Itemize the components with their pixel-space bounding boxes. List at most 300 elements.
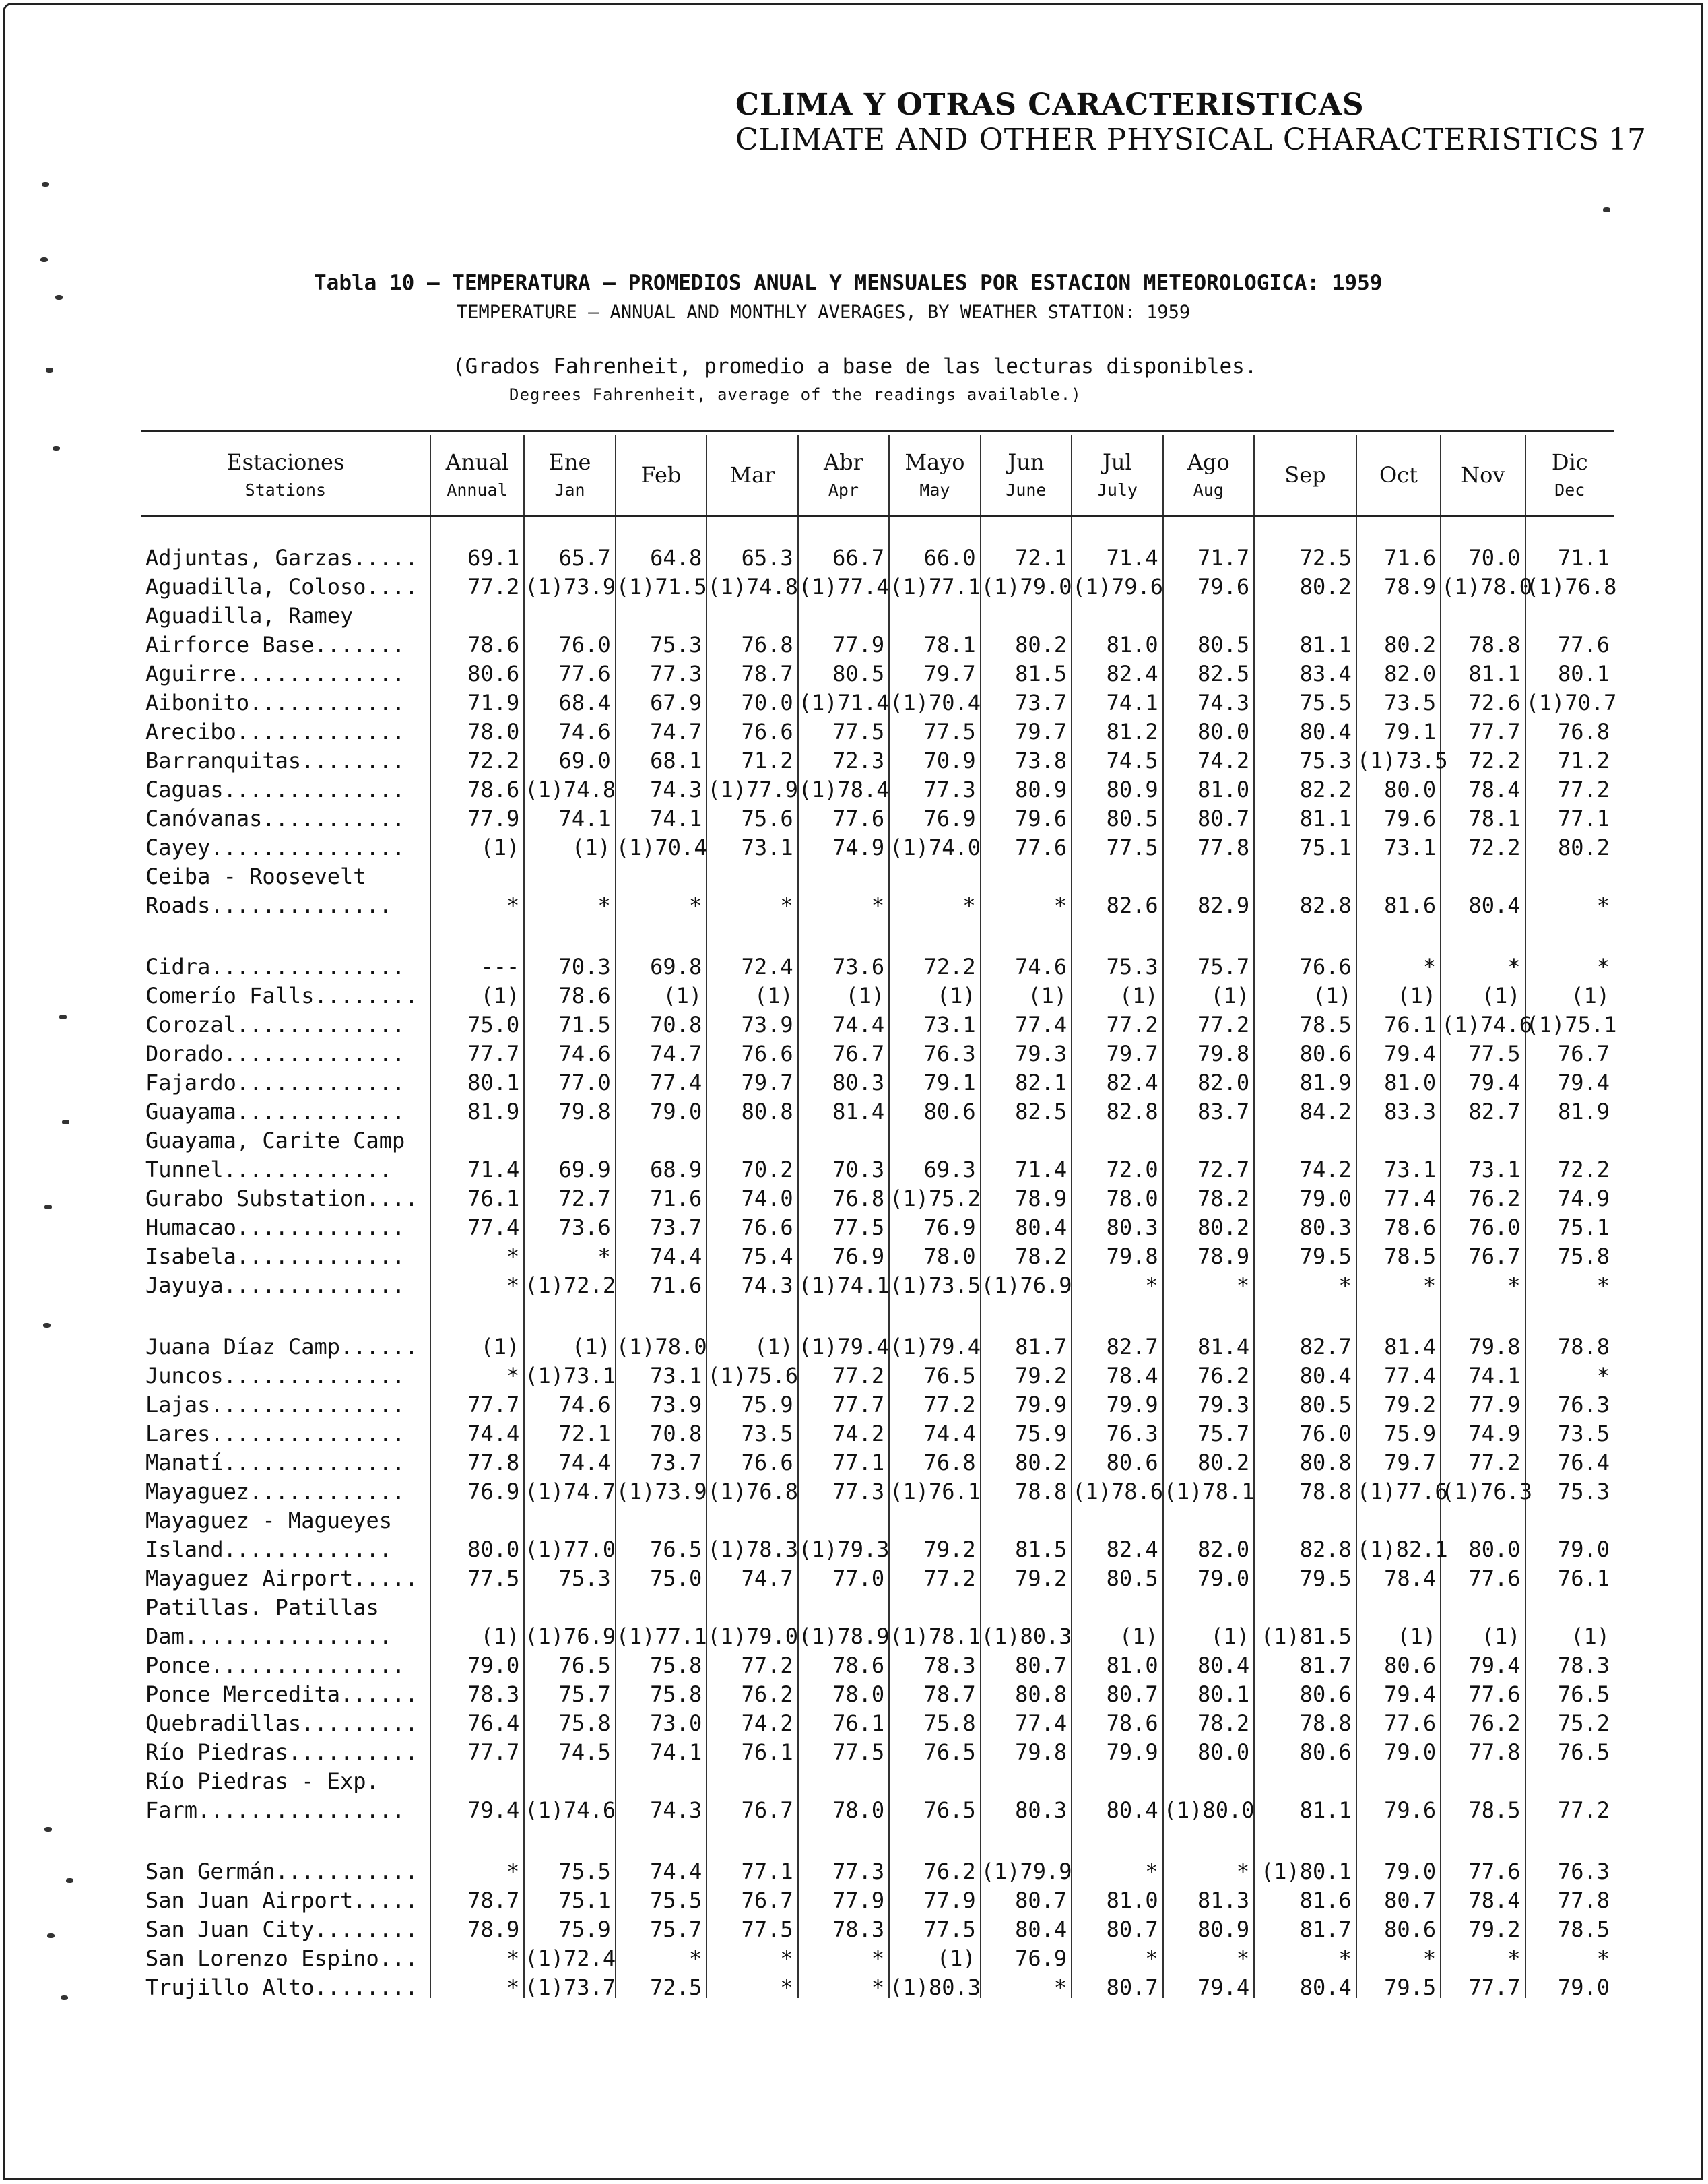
- empty-cell: [616, 1763, 707, 1792]
- temperature-value: (1)78.4: [798, 771, 889, 800]
- temperature-value: 79.7: [981, 713, 1072, 742]
- column-header-es: Estaciones: [226, 449, 345, 476]
- temperature-value: 71.4: [981, 1151, 1072, 1180]
- temperature-value: 80.4: [1163, 1647, 1254, 1676]
- temperature-value: (1)79.4: [889, 1328, 980, 1357]
- table-row: [141, 1647, 1614, 1676]
- temperature-value: *: [430, 1940, 525, 1969]
- temperature-value: 75.9: [1356, 1415, 1441, 1444]
- temperature-value: 77.5: [798, 713, 889, 742]
- temperature-value: (1)74.6: [1441, 1006, 1525, 1035]
- temperature-value: 75.3: [1525, 1473, 1614, 1502]
- empty-cell: [981, 1589, 1072, 1618]
- empty-cell: [798, 1296, 889, 1328]
- temperature-value: *: [1441, 949, 1525, 977]
- temperature-value: 82.0: [1356, 655, 1441, 684]
- temperature-value: 80.2: [1163, 1209, 1254, 1238]
- temperature-value: 75.7: [524, 1676, 615, 1705]
- temperature-value: (1): [430, 1618, 525, 1647]
- empty-cell: [616, 1821, 707, 1853]
- temperature-value: 78.5: [1525, 1911, 1614, 1940]
- empty-cell: [430, 598, 525, 627]
- table-row: [141, 1821, 1614, 1853]
- temperature-value: *: [1525, 887, 1614, 916]
- temperature-value: 83.4: [1254, 655, 1356, 684]
- temperature-value: 75.1: [524, 1882, 615, 1911]
- empty-cell: [707, 1763, 797, 1792]
- temperature-value: 76.9: [889, 1209, 980, 1238]
- empty-cell: [616, 858, 707, 887]
- temperature-value: 79.7: [889, 655, 980, 684]
- column-header-es: Nov: [1461, 462, 1505, 488]
- empty-cell: [1254, 598, 1356, 627]
- temperature-value: 80.1: [1525, 655, 1614, 684]
- temperature-value: 72.7: [1163, 1151, 1254, 1180]
- temperature-value: 78.6: [1356, 1209, 1441, 1238]
- temperature-value: 78.8: [1441, 627, 1525, 655]
- table-row: [141, 800, 1614, 829]
- empty-cell: [798, 1589, 889, 1618]
- table-row: [141, 1328, 1614, 1357]
- temperature-value: (1)70.4: [889, 684, 980, 713]
- temperature-value: 77.7: [430, 1386, 525, 1415]
- temperature-value: 73.7: [981, 684, 1072, 713]
- temperature-value: 75.3: [616, 627, 707, 655]
- temperature-value: 77.3: [798, 1473, 889, 1502]
- table-title-spanish: Tabla 10 – TEMPERATURA – PROMEDIOS ANUAL Y MENSUALES POR ESTACION METEOROLOGICA: 1959: [314, 271, 1383, 295]
- temperature-value: 75.8: [889, 1705, 980, 1734]
- temperature-value: (1)80.3: [981, 1618, 1072, 1647]
- temperature-value: 71.2: [707, 742, 797, 771]
- temperature-value: 79.6: [1356, 1792, 1441, 1821]
- table-top-rule: [141, 430, 1614, 432]
- empty-cell: [1525, 1502, 1614, 1531]
- temperature-value: 74.9: [1525, 1180, 1614, 1209]
- temperature-value: 73.5: [707, 1415, 797, 1444]
- temperature-value: 79.1: [1356, 713, 1441, 742]
- temperature-value: 79.8: [981, 1734, 1072, 1763]
- temperature-value: 80.7: [1356, 1882, 1441, 1911]
- temperature-value: 79.8: [524, 1093, 615, 1122]
- empty-cell: [1163, 1296, 1254, 1328]
- temperature-value: 80.8: [1254, 1444, 1356, 1473]
- column-header: [1441, 435, 1525, 516]
- table-row: [141, 1006, 1614, 1035]
- temperature-value: 79.4: [1441, 1647, 1525, 1676]
- empty-cell: [1254, 1821, 1356, 1853]
- temperature-value: 80.4: [1441, 887, 1525, 916]
- empty-cell: [1525, 858, 1614, 887]
- temperature-value: 76.1: [430, 1180, 525, 1209]
- table-row: [141, 1064, 1614, 1093]
- empty-cell: [1163, 1589, 1254, 1618]
- station-name: Aguadilla, Coloso....: [145, 574, 418, 600]
- table-row: [141, 1035, 1614, 1064]
- temperature-value: 71.9: [430, 684, 525, 713]
- temperature-value: 79.4: [1525, 1064, 1614, 1093]
- temperature-value: *: [1356, 949, 1441, 977]
- temperature-value: 73.0: [616, 1705, 707, 1734]
- table-row: [141, 1705, 1614, 1734]
- temperature-value: 76.5: [1525, 1734, 1614, 1763]
- temperature-value: 77.5: [798, 1734, 889, 1763]
- temperature-value: (1)73.1: [524, 1357, 615, 1386]
- temperature-value: 73.1: [1441, 1151, 1525, 1180]
- temperature-value: 76.5: [1525, 1676, 1614, 1705]
- temperature-value: 68.4: [524, 684, 615, 713]
- temperature-value: 73.1: [1356, 1151, 1441, 1180]
- temperature-value: 76.5: [524, 1647, 615, 1676]
- empty-cell: [1525, 598, 1614, 627]
- temperature-value: 80.0: [1163, 1734, 1254, 1763]
- temperature-value: *: [616, 1940, 707, 1969]
- temperature-value: 80.6: [430, 655, 525, 684]
- temperature-value: 75.0: [430, 1006, 525, 1035]
- temperature-value: 75.8: [616, 1676, 707, 1705]
- temperature-value: 77.2: [1525, 771, 1614, 800]
- empty-cell: [1356, 1821, 1441, 1853]
- temperature-value: 76.6: [707, 713, 797, 742]
- station-name: Adjuntas, Garzas.....: [145, 545, 418, 571]
- temperature-value: 75.7: [1163, 949, 1254, 977]
- temperature-value: (1): [524, 1328, 615, 1357]
- empty-cell: [1254, 858, 1356, 887]
- table-row: [141, 1969, 1614, 1998]
- station-name: San Juan Airport.....: [145, 1888, 418, 1913]
- empty-cell: [1441, 1122, 1525, 1151]
- temperature-value: 82.9: [1163, 887, 1254, 916]
- column-header-es: Mar: [729, 462, 775, 488]
- temperature-value: 77.2: [889, 1560, 980, 1589]
- temperature-value: 75.4: [707, 1238, 797, 1267]
- temperature-value: (1)72.4: [524, 1940, 615, 1969]
- empty-cell: [524, 916, 615, 949]
- temperature-value: 78.2: [1163, 1180, 1254, 1209]
- temperature-value: 73.7: [616, 1209, 707, 1238]
- temperature-value: 81.4: [1356, 1328, 1441, 1357]
- temperature-value: *: [707, 1969, 797, 1998]
- temperature-value: 75.5: [1254, 684, 1356, 713]
- empty-cell: [430, 1763, 525, 1792]
- temperature-value: 80.9: [1163, 1911, 1254, 1940]
- temperature-value: 82.0: [1163, 1064, 1254, 1093]
- temperature-value: 74.4: [889, 1415, 980, 1444]
- station-name: Manatí..............: [145, 1450, 405, 1475]
- temperature-value: 77.4: [981, 1705, 1072, 1734]
- temperature-value: 76.3: [1072, 1415, 1162, 1444]
- temperature-value: 78.0: [1072, 1180, 1162, 1209]
- table-row: [141, 771, 1614, 800]
- temperature-value: (1)70.4: [616, 829, 707, 858]
- temperature-value: (1): [616, 977, 707, 1006]
- temperature-value: (1)80.3: [889, 1969, 980, 1998]
- temperature-value: 77.6: [1441, 1676, 1525, 1705]
- temperature-value: 73.6: [524, 1209, 615, 1238]
- table-row: [141, 1267, 1614, 1296]
- temperature-value: 77.7: [798, 1386, 889, 1415]
- table-row: [141, 1357, 1614, 1386]
- temperature-value: *: [1163, 1267, 1254, 1296]
- temperature-value: (1)74.7: [524, 1473, 615, 1502]
- temperature-value: 76.7: [1525, 1035, 1614, 1064]
- temperature-value: 71.1: [1525, 540, 1614, 569]
- temperature-value: 77.8: [1163, 829, 1254, 858]
- temperature-value: 79.0: [1356, 1734, 1441, 1763]
- temperature-value: 82.7: [1072, 1328, 1162, 1357]
- temperature-value: *: [1163, 1940, 1254, 1969]
- temperature-value: 77.6: [981, 829, 1072, 858]
- temperature-value: 74.3: [1163, 684, 1254, 713]
- empty-cell: [889, 1821, 980, 1853]
- temperature-value: 77.3: [798, 1853, 889, 1882]
- column-header-es: Abr: [823, 449, 863, 476]
- empty-cell: [616, 516, 707, 540]
- temperature-value: 78.8: [1254, 1473, 1356, 1502]
- temperature-value: 65.7: [524, 540, 615, 569]
- temperature-value: 76.8: [889, 1444, 980, 1473]
- temperature-value: 76.5: [889, 1792, 980, 1821]
- temperature-value: 78.3: [889, 1647, 980, 1676]
- station-name: Corozal.............: [145, 1012, 405, 1037]
- temperature-value: 71.4: [430, 1151, 525, 1180]
- table-row: [141, 569, 1614, 598]
- temperature-value: 74.4: [616, 1853, 707, 1882]
- temperature-value: 74.2: [707, 1705, 797, 1734]
- temperature-value: 69.0: [524, 742, 615, 771]
- station-name: Guayama, Carite Camp: [145, 1128, 405, 1153]
- temperature-value: 75.7: [616, 1911, 707, 1940]
- temperature-value: 73.8: [981, 742, 1072, 771]
- station-name: Roads..............: [145, 893, 393, 918]
- temperature-value: 72.6: [1441, 684, 1525, 713]
- column-header-es: Ago: [1187, 449, 1230, 476]
- table-row: [141, 1093, 1614, 1122]
- column-header: [889, 435, 980, 516]
- temperature-value: 79.2: [1356, 1386, 1441, 1415]
- column-header: [1163, 435, 1254, 516]
- table-row: [141, 516, 1614, 540]
- station-name: Airforce Base.......: [145, 632, 405, 657]
- temperature-value: 74.3: [616, 771, 707, 800]
- table-row: [141, 540, 1614, 569]
- temperature-value: (1): [1356, 1618, 1441, 1647]
- temperature-value: 80.2: [1254, 569, 1356, 598]
- temperature-value: 74.1: [616, 1734, 707, 1763]
- empty-cell: [1356, 1122, 1441, 1151]
- empty-cell: [1525, 916, 1614, 949]
- station-name: Lares...............: [145, 1421, 405, 1446]
- temperature-value: 74.6: [524, 713, 615, 742]
- column-header-en: Annual: [447, 480, 508, 501]
- temperature-value: 72.3: [798, 742, 889, 771]
- temperature-value: 68.1: [616, 742, 707, 771]
- temperature-value: 75.3: [524, 1560, 615, 1589]
- empty-cell: [1254, 1122, 1356, 1151]
- empty-cell: [616, 1122, 707, 1151]
- empty-cell: [1072, 1763, 1162, 1792]
- column-header-es: Ene: [548, 449, 591, 476]
- temperature-value: *: [430, 1357, 525, 1386]
- station-name: Caguas..............: [145, 777, 405, 802]
- table-row: [141, 1853, 1614, 1882]
- temperature-value: *: [1072, 1267, 1162, 1296]
- empty-cell: [707, 598, 797, 627]
- temperature-value: *: [616, 887, 707, 916]
- column-header: [707, 435, 797, 516]
- temperature-value: 75.5: [616, 1882, 707, 1911]
- empty-cell: [1525, 516, 1614, 540]
- temperature-value: 76.5: [889, 1734, 980, 1763]
- temperature-value: 77.9: [798, 627, 889, 655]
- empty-cell: [707, 858, 797, 887]
- empty-cell: [707, 916, 797, 949]
- temperature-value: 70.3: [524, 949, 615, 977]
- temperature-value: 78.6: [430, 771, 525, 800]
- temperature-value: 81.7: [1254, 1647, 1356, 1676]
- temperature-value: 80.6: [889, 1093, 980, 1122]
- temperature-value: (1): [707, 977, 797, 1006]
- temperature-value: 76.6: [707, 1035, 797, 1064]
- temperature-value: 77.9: [798, 1882, 889, 1911]
- temperature-value: (1)71.4: [798, 684, 889, 713]
- table-row: [141, 1676, 1614, 1705]
- temperature-value: (1): [889, 977, 980, 1006]
- header-row: [141, 435, 1614, 516]
- temperature-value: 74.6: [524, 1035, 615, 1064]
- empty-cell: [1163, 516, 1254, 540]
- table-row: [141, 1792, 1614, 1821]
- temperature-value: *: [1072, 1940, 1162, 1969]
- temperature-value: 72.1: [524, 1415, 615, 1444]
- temperature-value: (1)75.2: [889, 1180, 980, 1209]
- temperature-value: 78.5: [1356, 1238, 1441, 1267]
- temperature-value: 73.9: [707, 1006, 797, 1035]
- temperature-value: 78.5: [1441, 1792, 1525, 1821]
- temperature-value: 82.4: [1072, 1531, 1162, 1560]
- station-name: Island.............: [145, 1537, 393, 1562]
- empty-cell: [1356, 1589, 1441, 1618]
- temperature-value: 77.1: [798, 1444, 889, 1473]
- temperature-value: 79.1: [889, 1064, 980, 1093]
- table-title-english: TEMPERATURE – ANNUAL AND MONTHLY AVERAGES, BY WEATHER STATION: 1959: [457, 302, 1191, 323]
- temperature-value: 77.5: [430, 1560, 525, 1589]
- table-row: [141, 627, 1614, 655]
- temperature-value: 73.9: [616, 1386, 707, 1415]
- temperature-value: (1): [1072, 977, 1162, 1006]
- scan-speck: [42, 182, 49, 187]
- temperature-value: 79.9: [1072, 1734, 1162, 1763]
- temperature-value: 76.3: [889, 1035, 980, 1064]
- temperature-value: 70.0: [1441, 540, 1525, 569]
- empty-cell: [141, 916, 430, 949]
- temperature-value: 72.2: [1525, 1151, 1614, 1180]
- temperature-value: (1)78.3: [707, 1531, 797, 1560]
- temperature-value: 74.3: [616, 1792, 707, 1821]
- temperature-value: 78.5: [1254, 1006, 1356, 1035]
- temperature-value: 64.8: [616, 540, 707, 569]
- column-header: [1072, 435, 1162, 516]
- temperature-value: 74.7: [707, 1560, 797, 1589]
- station-name: Mayaguez Airport.....: [145, 1566, 418, 1591]
- station-name: Patillas. Patillas: [145, 1595, 379, 1620]
- column-header-es: Oct: [1379, 462, 1418, 488]
- column-header-en: Dec: [1554, 480, 1585, 501]
- temperature-value: 73.1: [616, 1357, 707, 1386]
- temperature-value: 74.1: [616, 800, 707, 829]
- temperature-value: 79.6: [1163, 569, 1254, 598]
- temperature-value: 80.2: [1356, 627, 1441, 655]
- temperature-value: 78.8: [1254, 1705, 1356, 1734]
- temperature-value: 77.7: [1441, 713, 1525, 742]
- temperature-value: 76.8: [798, 1180, 889, 1209]
- temperature-value: 80.5: [798, 655, 889, 684]
- temperature-value: (1)78.1: [1163, 1473, 1254, 1502]
- temperature-value: *: [524, 887, 615, 916]
- temperature-value: 81.0: [1072, 1882, 1162, 1911]
- temperature-value: 71.4: [1072, 540, 1162, 569]
- temperature-value: (1)79.4: [798, 1328, 889, 1357]
- station-name: Aguirre.............: [145, 661, 405, 686]
- temperature-value: 79.4: [1441, 1064, 1525, 1093]
- empty-cell: [430, 1122, 525, 1151]
- temperature-value: 77.4: [616, 1064, 707, 1093]
- table-row: [141, 916, 1614, 949]
- temperature-value: *: [1441, 1267, 1525, 1296]
- table-row: [141, 1238, 1614, 1267]
- temperature-value: 76.4: [430, 1705, 525, 1734]
- temperature-value: 79.0: [1163, 1560, 1254, 1589]
- scan-speck: [43, 1323, 51, 1328]
- station-name: San Juan City........: [145, 1917, 418, 1942]
- temperature-value: 76.9: [798, 1238, 889, 1267]
- temperature-value: 78.8: [981, 1473, 1072, 1502]
- temperature-value: (1)76.8: [1525, 569, 1614, 598]
- column-header: [616, 435, 707, 516]
- station-name: Mayaguez - Magueyes: [145, 1508, 393, 1533]
- table-row: [141, 1734, 1614, 1763]
- temperature-value: 79.4: [430, 1792, 525, 1821]
- empty-cell: [430, 516, 525, 540]
- station-name: Ponce...............: [145, 1652, 405, 1678]
- temperature-value: 80.7: [1072, 1676, 1162, 1705]
- temperature-value: 75.3: [1254, 742, 1356, 771]
- temperature-value: 80.6: [1356, 1647, 1441, 1676]
- empty-cell: [981, 516, 1072, 540]
- temperature-value: 77.2: [1163, 1006, 1254, 1035]
- temperature-value: 71.5: [524, 1006, 615, 1035]
- temperature-value: *: [430, 1853, 525, 1882]
- temperature-value: 77.5: [889, 1911, 980, 1940]
- temperature-value: *: [430, 1238, 525, 1267]
- empty-cell: [1163, 1502, 1254, 1531]
- temperature-value: 80.7: [1072, 1969, 1162, 1998]
- empty-cell: [524, 1296, 615, 1328]
- empty-cell: [889, 598, 980, 627]
- temperature-value: 76.1: [798, 1705, 889, 1734]
- temperature-value: 79.3: [981, 1035, 1072, 1064]
- temperature-value: *: [798, 1969, 889, 1998]
- temperature-value: 66.7: [798, 540, 889, 569]
- temperature-value: (1)71.5: [616, 569, 707, 598]
- empty-cell: [1525, 1296, 1614, 1328]
- temperature-value: *: [1072, 1853, 1162, 1882]
- column-header-en: July: [1096, 480, 1138, 501]
- temperature-value: 74.5: [524, 1734, 615, 1763]
- table-row: [141, 1911, 1614, 1940]
- temperature-value: 78.2: [1163, 1705, 1254, 1734]
- column-header: [141, 435, 430, 516]
- english-title: CLIMATE AND OTHER PHYSICAL CHARACTERISTICS: [735, 123, 1600, 157]
